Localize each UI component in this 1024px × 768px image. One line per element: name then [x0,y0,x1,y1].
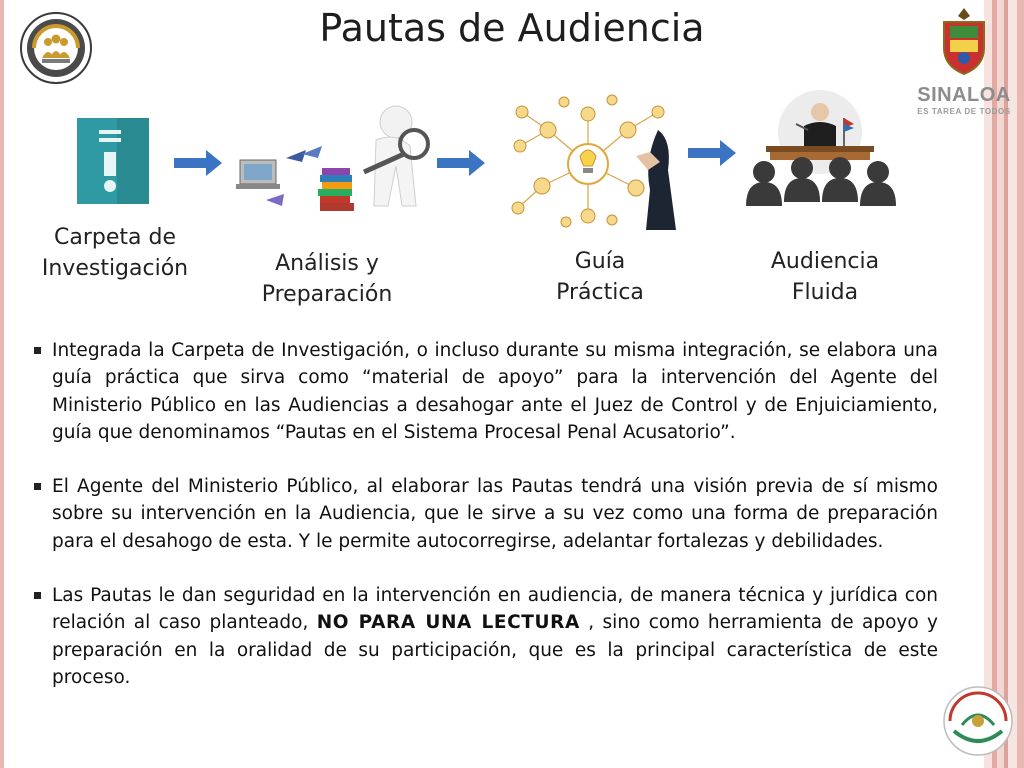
bullet-square-icon [34,347,41,354]
step-label-guia [515,246,685,308]
lightbulb-network-icon [508,90,684,234]
courtroom-icon [746,88,896,210]
right-arrow-icon [688,140,736,170]
step-label-line: Audiencia [770,249,880,274]
bullet-item [30,582,938,691]
left-border [0,0,4,768]
sinaloa-tagline: ES TAREA DE TODOS [917,107,1011,116]
step-label-line: Análisis y [275,251,379,276]
folder-icon [77,118,149,208]
step-label-audiencia [740,246,910,308]
bullet-list [30,337,938,718]
national-seal-logo [940,683,1016,763]
step-label-carpeta [30,222,200,284]
step-label-analisis [242,248,412,310]
bullet-item [30,337,938,446]
national-seal-icon [940,683,1016,759]
bullet-text: Integrada la Carpeta de Investigación, o incluso durante su misma integración, se elabora una guía práctica que sirva como “material de apoyo” para la intervención del Agente del Ministerio Público en las Audiencias a desahogar ante el Juez de Control y de Enjuiciamiento, guía que denominamos “Pautas en el Sistema Procesal Penal Acusatorio”. [52,340,938,443]
step-label-line: Guía [574,249,626,274]
step-label-line: Preparación [261,282,393,307]
bullet-square-icon [34,592,41,599]
right-arrow-icon [437,150,485,180]
bullet-emphasis: NO PARA UNA LECTURA [316,612,580,634]
right-arrow-icon [174,150,222,180]
step-label-line: Fluida [791,280,859,305]
bullet-text: , sino como herramienta de apoyo y preparación en la oralidad de su participación, que es la principal característica de este proceso. [52,612,938,688]
bullet-text: El Agente del Ministerio Público, al elaborar las Pautas tendrá una visión previa de sí mismo sobre su intervención en la Audiencia, que le sirve a su vez como una forma de preparación para el desahogo de esta. Y le permite autocorregirse, adelantar fortalezas y debilidades. [52,476,938,552]
sinaloa-coat-of-arms-icon [910,4,1018,80]
magnifier-books-icon [236,100,436,228]
step-label-line: Carpeta de [54,225,176,250]
step-label-line: Práctica [556,280,644,305]
sinaloa-name: SINALOA [917,84,1011,106]
step-label-line: Investigación [41,256,189,281]
sinaloa-logo [910,4,1018,116]
bullet-text: Las Pautas le dan seguridad en la intervención en audiencia, de manera técnica y jurídica con relación al caso planteado, [52,585,938,634]
bullet-item [30,473,938,555]
bullet-square-icon [34,483,41,490]
page-title: Pautas de Audiencia [319,6,705,50]
